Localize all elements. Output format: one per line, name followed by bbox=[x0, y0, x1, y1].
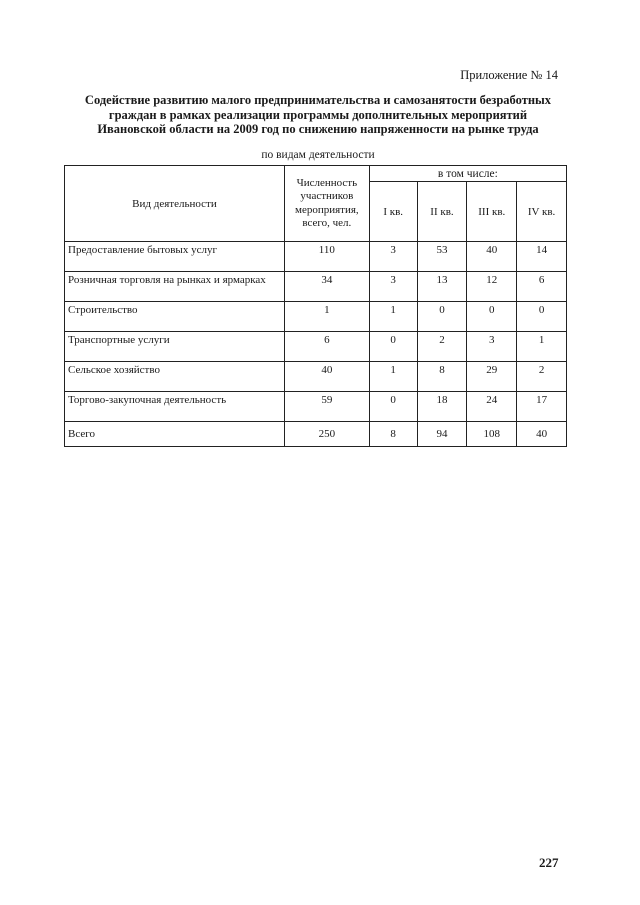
row-q3: 24 bbox=[467, 392, 517, 422]
row-q2: 0 bbox=[417, 302, 467, 332]
table-row bbox=[65, 362, 567, 392]
header-including: в том числе: bbox=[369, 166, 566, 182]
title-line: Содействие развитию малого предпринимательства и самозанятости безработных bbox=[84, 93, 552, 107]
row-q1: 1 bbox=[369, 302, 417, 332]
row-q1: 0 bbox=[369, 392, 417, 422]
appendix-label: Приложение № 14 bbox=[460, 68, 558, 82]
table-row bbox=[65, 302, 567, 332]
row-total: 1 bbox=[284, 302, 369, 332]
row-q1: 3 bbox=[369, 242, 417, 272]
row-q2: 53 bbox=[417, 242, 467, 272]
row-name: Розничная торговля на рынках и ярмарках bbox=[65, 272, 285, 302]
header-activity: Вид деятельности bbox=[65, 166, 285, 242]
row-q1: 1 bbox=[369, 362, 417, 392]
row-q2: 2 bbox=[417, 332, 467, 362]
header-quarter-1: I кв. bbox=[369, 182, 417, 242]
table-row bbox=[65, 272, 567, 302]
total-row-q1: 8 bbox=[369, 422, 417, 447]
row-name: Транспортные услуги bbox=[65, 332, 285, 362]
row-q4: 1 bbox=[517, 332, 567, 362]
row-name: Строительство bbox=[65, 302, 285, 332]
row-q4: 0 bbox=[517, 302, 567, 332]
row-total: 6 bbox=[284, 332, 369, 362]
total-row-total: 250 bbox=[284, 422, 369, 447]
document-title bbox=[40, 93, 596, 137]
row-q3: 40 bbox=[467, 242, 517, 272]
header-quarter-3: III кв. bbox=[467, 182, 517, 242]
table-row bbox=[65, 392, 567, 422]
row-q2: 18 bbox=[417, 392, 467, 422]
row-total: 34 bbox=[284, 272, 369, 302]
row-q2: 8 bbox=[417, 362, 467, 392]
table-subtitle: по видам деятельности bbox=[261, 149, 375, 161]
row-q3: 29 bbox=[467, 362, 517, 392]
table-row bbox=[65, 242, 567, 272]
row-q3: 12 bbox=[467, 272, 517, 302]
table-total-row bbox=[65, 422, 567, 447]
activity-table bbox=[64, 165, 567, 447]
row-q4: 6 bbox=[517, 272, 567, 302]
row-total: 110 bbox=[284, 242, 369, 272]
title-line: граждан в рамках реализации программы дополнительных мероприятий bbox=[108, 107, 528, 122]
row-q1: 0 bbox=[369, 332, 417, 362]
header-quarter-2: II кв. bbox=[417, 182, 467, 242]
row-name: Сельское хозяйство bbox=[65, 362, 285, 392]
page-number: 227 bbox=[539, 855, 559, 870]
row-q2: 13 bbox=[417, 272, 467, 302]
row-name: Торгово-закупочная деятельность bbox=[65, 392, 285, 422]
table-header-row bbox=[65, 166, 567, 182]
table-row bbox=[65, 332, 567, 362]
row-q4: 2 bbox=[517, 362, 567, 392]
title-line: Ивановской области на 2009 год по снижению напряженности на рынке труда bbox=[97, 122, 539, 136]
total-row-q3: 108 bbox=[467, 422, 517, 447]
row-q3: 0 bbox=[467, 302, 517, 332]
row-q1: 3 bbox=[369, 272, 417, 302]
total-row-q4: 40 bbox=[517, 422, 567, 447]
header-quarter-4: IV кв. bbox=[517, 182, 567, 242]
total-row-q2: 94 bbox=[417, 422, 467, 447]
row-name: Предоставление бытовых услуг bbox=[65, 242, 285, 272]
header-total: Численность участников мероприятия, всего, чел. bbox=[284, 166, 369, 242]
row-q4: 17 bbox=[517, 392, 567, 422]
total-row-name: Всего bbox=[65, 422, 285, 447]
row-q4: 14 bbox=[517, 242, 567, 272]
row-total: 40 bbox=[284, 362, 369, 392]
row-total: 59 bbox=[284, 392, 369, 422]
row-q3: 3 bbox=[467, 332, 517, 362]
